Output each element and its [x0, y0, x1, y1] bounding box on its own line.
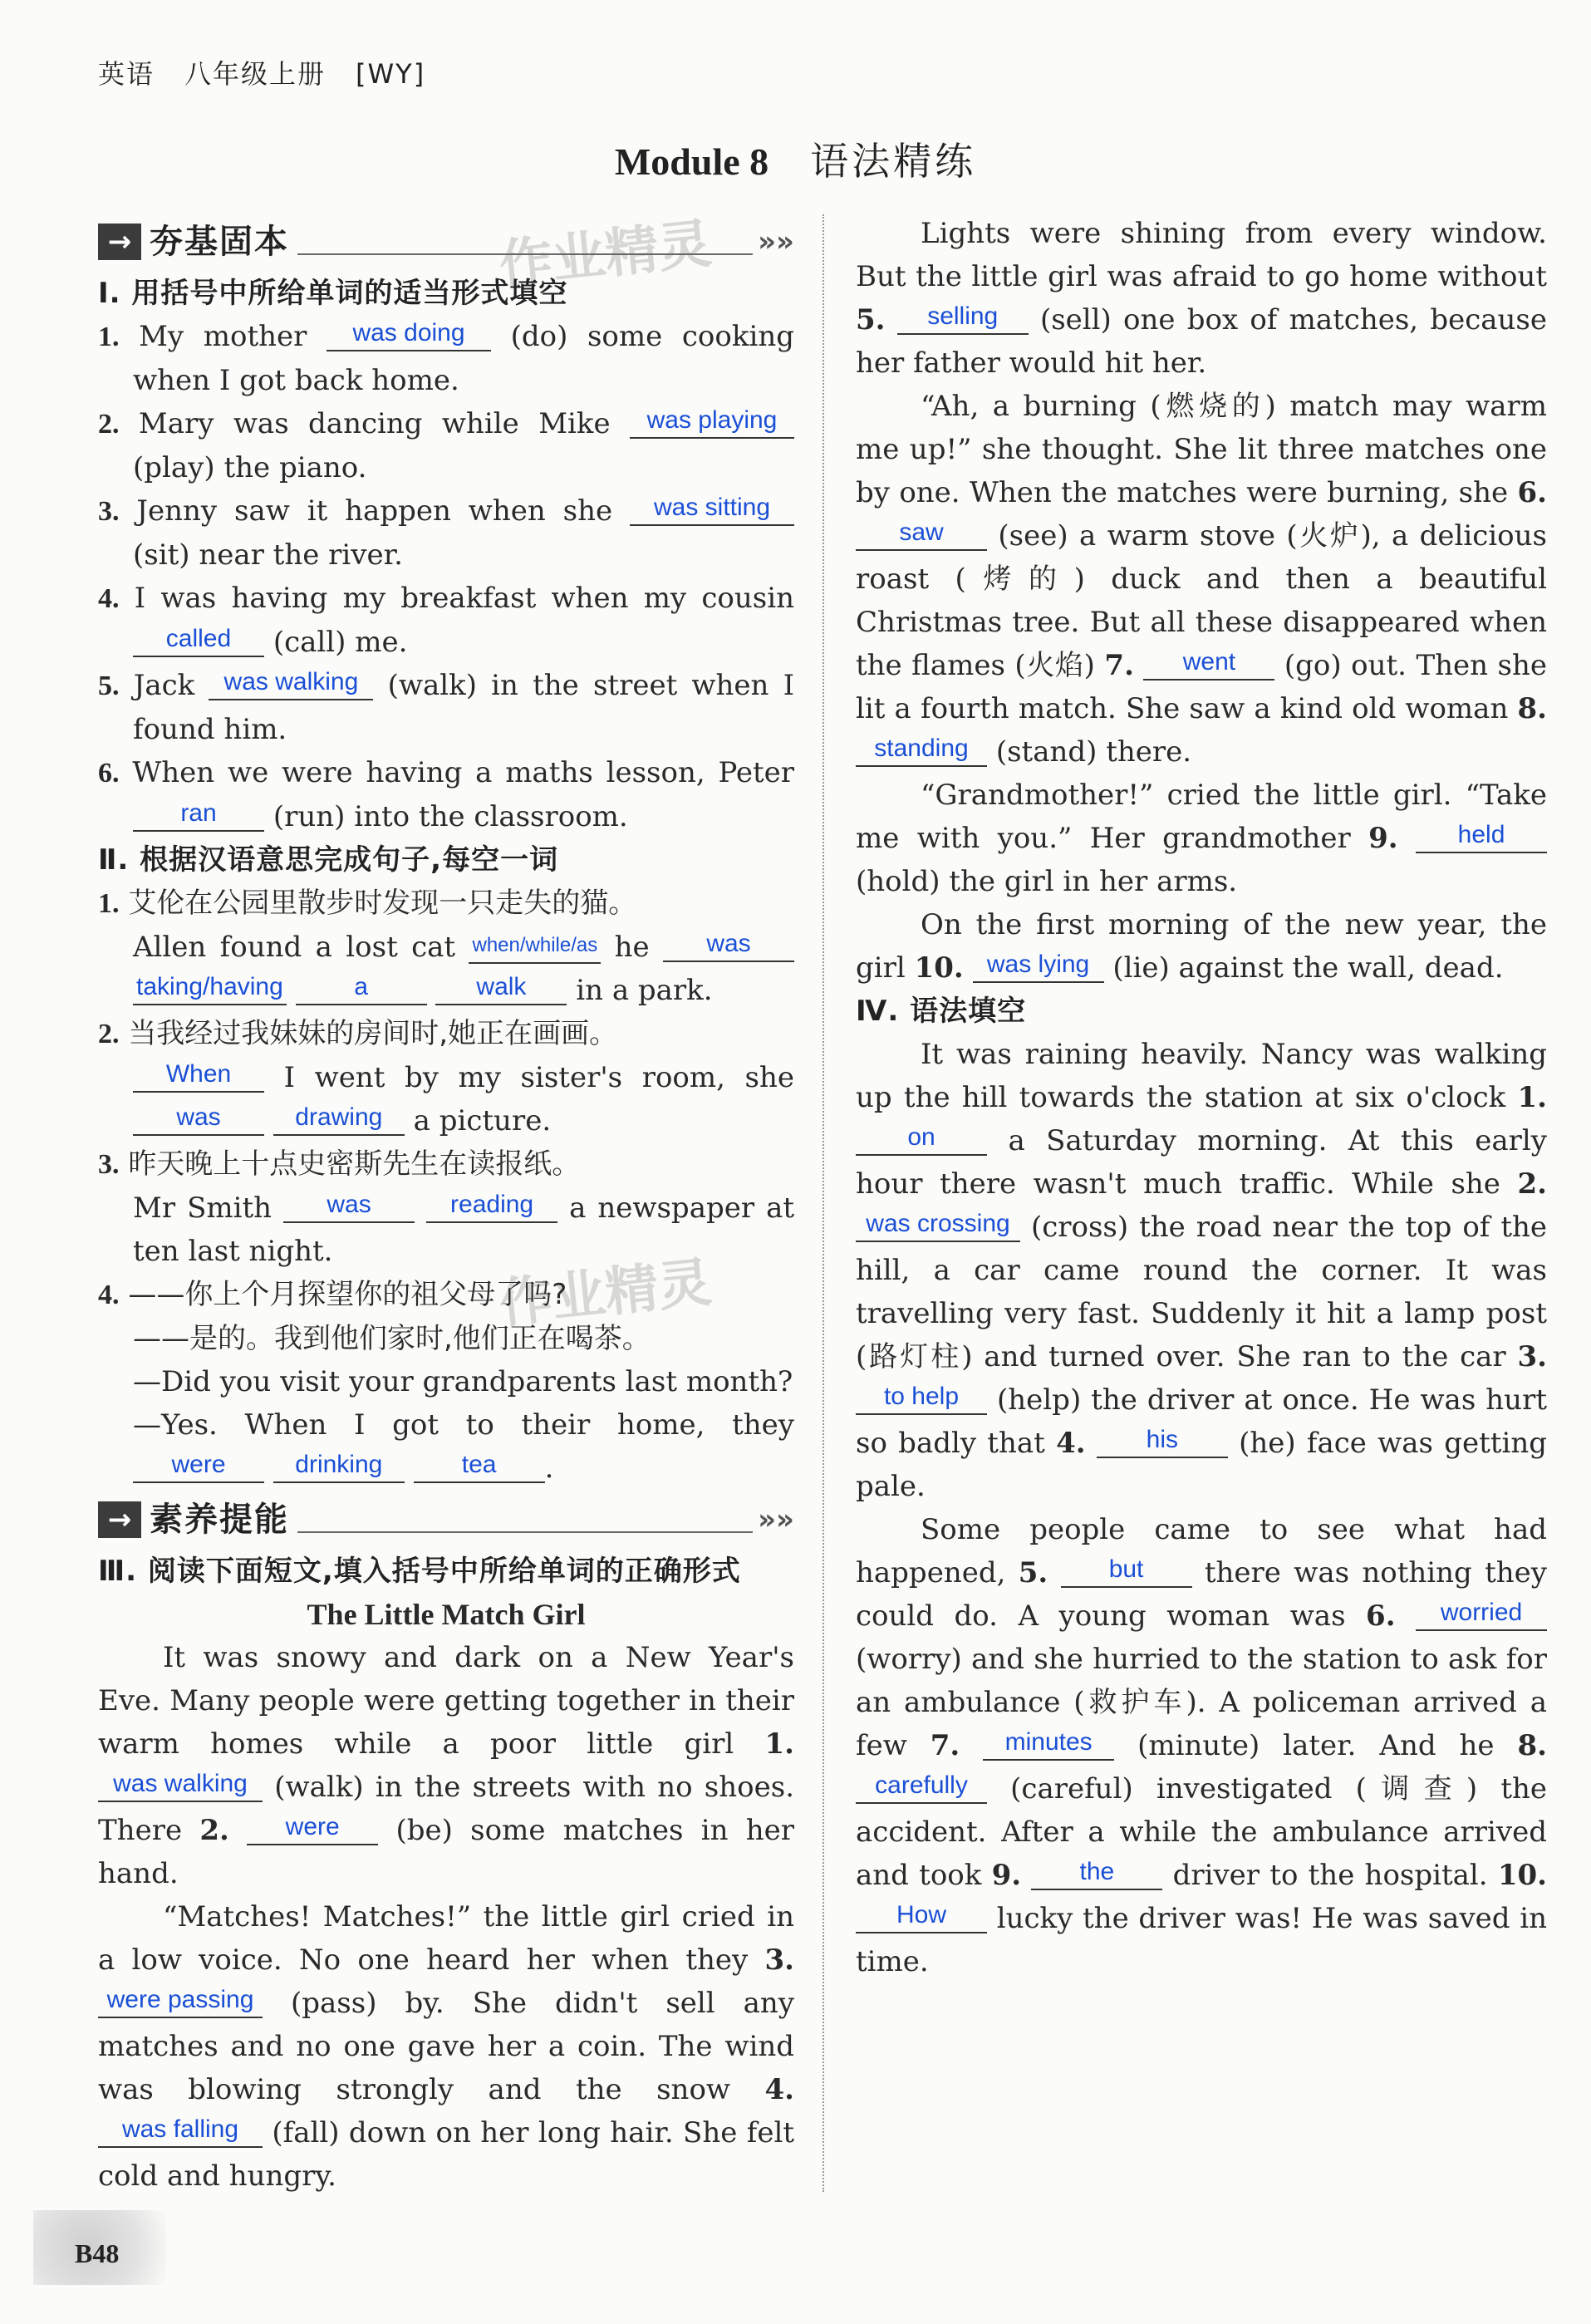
answer-blank: was [283, 1188, 415, 1223]
answer-blank: when/while/as [469, 929, 601, 964]
answer-blank: was [133, 1101, 264, 1136]
answer-blank: were [247, 1811, 378, 1845]
answer-blank: How [856, 1899, 987, 1933]
question-line: Allen found a lost cat when/while/as he was taking/having a walk in a park. [98, 926, 794, 1012]
answer-blank: taking/having [133, 970, 287, 1005]
module-subtitle: 语法精练 [810, 139, 977, 184]
column-divider [823, 214, 824, 2192]
paragraph: Some people came to see what had happened, 5. but there was nothing they could do. A young woman was 6. worried (worry) and she hurried to the station to ask for an ambulance (救护车). A policeman arrived a few 7. minutes (minute) later. And he 8. carefully (careful) investigated (调查) the accident. After a while the ambulance arrived and took 9. the driver to the hospital. 10. How lucky the driver was! He was saved in time. [856, 1513, 1548, 1978]
answer-blank: standing [856, 732, 987, 767]
answer-blank: went [1143, 646, 1274, 680]
answer-blank: was falling [98, 2113, 263, 2148]
question-line: ——是的。我到他们家时,他们正在喝茶。 [133, 1322, 651, 1355]
subject-label: 英语 [98, 58, 155, 90]
question-line: —Yes. When I got to their home, they were drinking tea . [133, 1408, 794, 1485]
paragraph: On the first morning of the new year, the girl 10. was lying (lie) against the wall, dead. [856, 908, 1547, 985]
question-line: Mr Smith was reading a newspaper at ten last night. [98, 1187, 794, 1273]
answer-blank: was playing [630, 404, 794, 439]
paragraph: “Grandmother!” cried the little girl. “Take me with you.” Her grandmother 9. held (hold) the girl in her arms. [856, 779, 1547, 898]
question: 2. Mary was dancing while Mike was playing (play) the piano. [98, 402, 794, 489]
left-column [98, 212, 794, 2198]
question: 3. 昨天晚上十点史密斯先生在读报纸。 [98, 1147, 581, 1181]
answer-blank: his [1097, 1423, 1228, 1458]
question: 4. ——你上个月探望你的祖父母了吗? [98, 1278, 567, 1311]
arrow-icon: → [98, 224, 141, 260]
edition-label: [WY] [356, 58, 426, 90]
watermark: 作业精灵 [496, 213, 714, 297]
answer-blank: were passing [98, 1983, 263, 2018]
paragraph: It was snowy and dark on a New Year's Eve. Many people were getting together in their warm homes while a poor little girl 1. was walking (walk) in the streets with no shoes. There 2. were (be) some matches in her hand. [98, 1641, 795, 1890]
page-title [0, 131, 1591, 186]
paragraph: It was raining heavily. Nancy was walking up the hill towards the station at six o'clock 1. on a Saturday morning. At this early hour there wasn't much traffic. While she 2. was crossing (cross) the road near the top of the hill, a car came round the corner. It was travelling very fast. Suddenly it hit a lamp post (路灯柱) and turned over. She ran to the car 3. to help (help) the driver at once. He was hurt so badly that 4. his (he) face was getting pale. [856, 1038, 1548, 1503]
answer-blank: reading [426, 1188, 557, 1223]
section-rule [297, 1506, 753, 1533]
arrow-icon: → [98, 1501, 141, 1538]
answer-blank: selling [897, 300, 1029, 335]
answer-blank: was crossing [856, 1207, 1020, 1242]
answer-blank: saw [856, 516, 987, 551]
double-chevron-icon: »» [758, 225, 794, 258]
paragraph: “Ah, a burning (燃烧的) match may warm me up!” she thought. She lit three matches one by one. When the matches were burning, she 6. saw (see) a warm stove (火炉), a delicious roast (烤的) duck and then a beautiful Christmas tree. But all these disappeared when the flames (火焰) 7. went (go) out. Then she lit a fourth match. She saw a kind old woman 8. standing (stand) there. [856, 390, 1548, 769]
answer-blank: but [1061, 1553, 1192, 1588]
answer-blank: drawing [273, 1101, 405, 1136]
question: 2. 当我经过我妹妹的房间时,她正在画画。 [98, 1017, 618, 1050]
grade-label: 八年级上册 [184, 58, 327, 90]
page-header [98, 53, 455, 91]
question: 1. 艾伦在公园里散步时发现一只走失的猫。 [98, 887, 637, 920]
answer-blank: called [133, 622, 264, 657]
right-column [856, 212, 1547, 1983]
question: 3. Jenny saw it happen when she was sitting (sit) near the river. [98, 489, 794, 577]
page-number: B48 [75, 2238, 120, 2268]
watermark: 作业精灵 [496, 1251, 714, 1336]
question-line: When I went by my sister's room, she was drawing a picture. [98, 1056, 794, 1142]
answer-blank: was [663, 927, 794, 962]
answer-blank: were [133, 1448, 264, 1483]
answer-blank: held [1416, 818, 1547, 853]
answer-blank: a [296, 970, 427, 1005]
answer-blank: walk [435, 970, 567, 1005]
answer-blank: When [133, 1058, 264, 1093]
question: 4. I was having my breakfast when my cousin called (call) me. [98, 582, 794, 659]
answer-blank: worried [1416, 1596, 1547, 1631]
answer-blank: tea [414, 1448, 545, 1483]
page-number-badge [33, 2210, 166, 2285]
module-title: Module 8 [614, 140, 769, 183]
question: 1. My mother was doing (do) some cooking when I got back home. [98, 315, 794, 402]
part-heading: Ⅰ. 用括号中所给单词的适当形式填空 [98, 277, 568, 310]
part-heading: Ⅱ. 根据汉语意思完成句子,每空一词 [98, 843, 559, 877]
answer-blank: was doing [327, 317, 491, 351]
question-line: —Did you visit your grandparents last month? [133, 1365, 793, 1398]
answer-blank: to help [856, 1380, 987, 1415]
section-title: 素养提能 [150, 1501, 289, 1539]
answer-blank: minutes [983, 1726, 1114, 1761]
section-title: 夯基固本 [150, 223, 289, 261]
paragraph: “Matches! Matches!” the little girl cried in a low voice. No one heard her when they 3. were passing (pass) by. She didn't sell any matches and no one gave her a coin. The wind was blowing strongly and the snow 4. was falling (fall) down on her long hair. She felt cold and hungry. [98, 1900, 795, 2193]
question: 5. Jack was walking (walk) in the street when I found him. [98, 664, 794, 751]
section-header [98, 1493, 794, 1546]
section-header [98, 215, 794, 268]
section-rule [297, 228, 753, 255]
paragraph: Lights were shining from every window. But the little girl was afraid to go home without 5. selling (sell) one box of matches, because her father would hit her. [856, 217, 1547, 380]
question: 6. When we were having a maths lesson, Peter ran (run) into the classroom. [98, 756, 794, 833]
answer-blank: was walking [209, 666, 373, 700]
answer-blank: drinking [273, 1448, 405, 1483]
answer-blank: the [1031, 1855, 1162, 1890]
answer-blank: ran [133, 797, 264, 832]
part-heading: Ⅲ. 阅读下面短文,填入括号中所给单词的正确形式 [98, 1555, 741, 1588]
part-heading: Ⅳ. 语法填空 [856, 995, 1027, 1028]
answer-blank: was lying [973, 948, 1104, 983]
double-chevron-icon: »» [758, 1503, 794, 1536]
story-title: The Little Match Girl [307, 1598, 586, 1631]
answer-blank: carefully [856, 1769, 987, 1804]
answer-blank: on [856, 1121, 987, 1156]
answer-blank: was sitting [630, 491, 794, 526]
answer-blank: was walking [98, 1767, 263, 1802]
